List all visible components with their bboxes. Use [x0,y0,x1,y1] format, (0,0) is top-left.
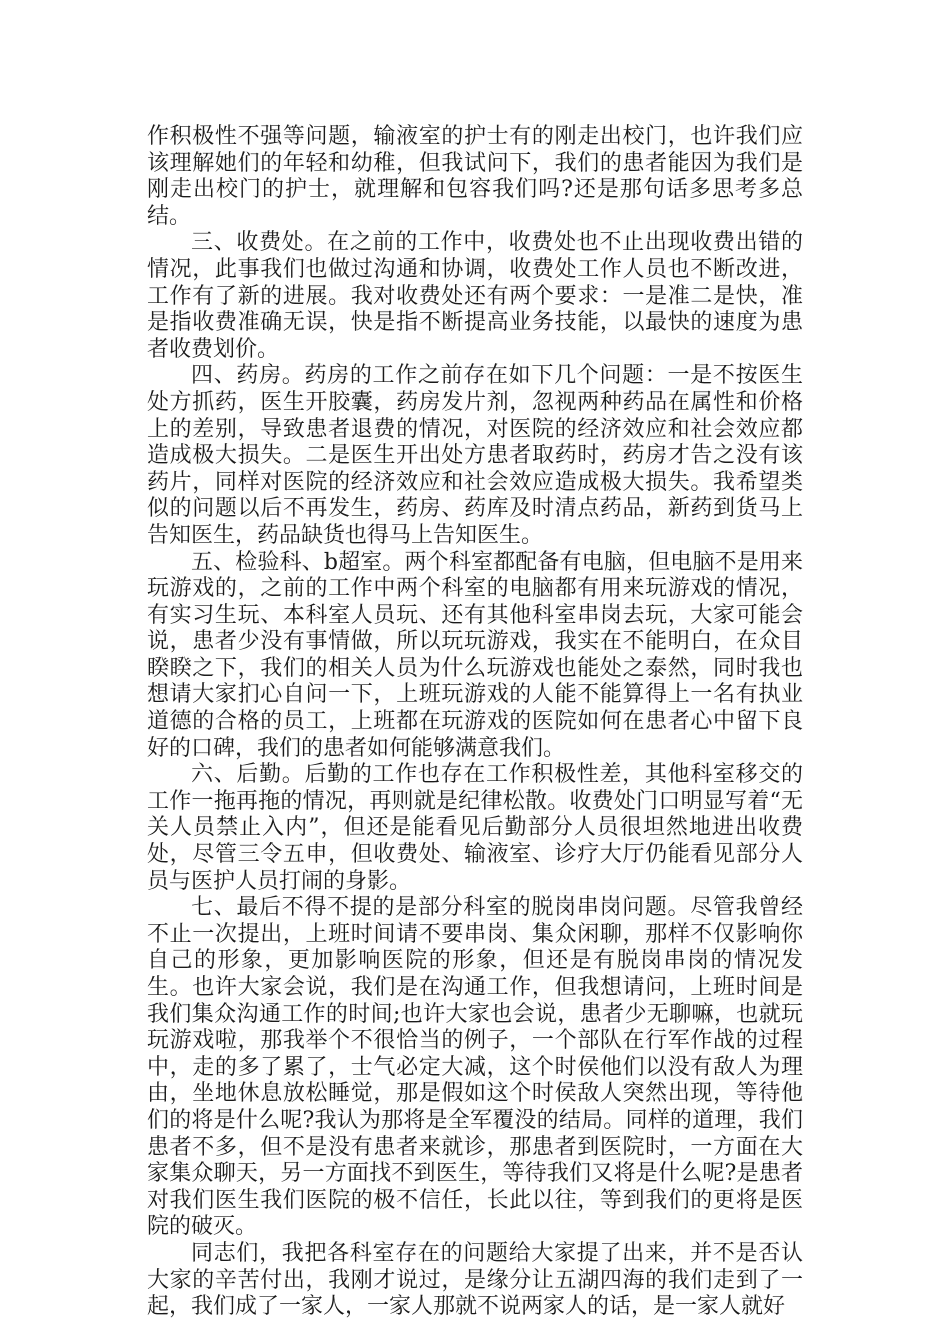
paragraph-infusion-room-continued: 作积极性不强等问题，输液室的护士有的刚走出校门，也许我们应该理解她们的年轻和幼稚，但我试问下，我们的患者能因为我们是刚走出校门的护士，就理解和包容我们吗?还是那句话多思考多总结。 [147,124,803,229]
paragraph-logistics: 六、后勤。后勤的工作也存在工作积极性差，其他科室移交的工作一拖再拖的情况，再则就是纪律松散。收费处门口明显写着“无关人员禁止入内”，但还是能看见后勤部分人员很坦然地进出收费处，尽管三令五申，但收费处、输液室、诊疗大厅仍能看见部分人员与医护人员打闹的身影。 [147,762,803,894]
document-body [147,124,803,1321]
paragraph-pharmacy: 四、药房。药房的工作之前存在如下几个问题：一是不按医生处方抓药，医生开胶囊，药房发片剂，忽视两种药品在属性和价格上的差别，导致患者退费的情况，对医院的经济效应和社会效应都造成极大损失。二是医生开出处方患者取药时，药房才告之没有该药片，同样对医院的经济效应和社会效应造成极大损失。我希望类似的问题以后不再发生，药房、药库及时清点药品，新药到货马上告知医生，药品缺货也得马上告知医生。 [147,363,803,548]
paragraph-absence-from-post: 七、最后不得不提的是部分科室的脱岗串岗问题。尽管我曾经不止一次提出，上班时间请不要串岗、集众闲聊，那样不仅影响你自己的形象，更加影响医院的形象，但还是有脱岗串岗的情况发生。也许大家会说，我们是在沟通工作，但我想请问，上班时间是我们集众沟通工作的时间;也许大家也会说，患者少无聊嘛，也就玩玩游戏啦，那我举个不很恰当的例子，一个部队在行军作战的过程中，走的多了累了，士气必定大减，这个时侯他们以没有敌人为理由，坐地休息放松睡觉，那是假如这个时侯敌人突然出现，等待他们的将是什么呢?我认为那将是全军覆没的结局。同样的道理，我们患者不多，但不是没有患者来就诊，那患者到医院时，一方面在大家集众聊天，另一方面找不到医生，等待我们又将是什么呢?是患者对我们医生我们医院的极不信任，长此以往，等到我们的更将是医院的破灭。 [147,895,803,1240]
paragraph-cashier: 三、收费处。在之前的工作中，收费处也不止出现收费出错的情况，此事我们也做过沟通和协调，收费处工作人员也不断改进，工作有了新的进展。我对收费处还有两个要求：一是准二是快，准是指收费准确无误，快是指不断提高业务技能，以最快的速度为患者收费划价。 [147,230,803,362]
paragraph-closing-remarks: 同志们，我把各科室存在的问题给大家提了出来，并不是否认大家的辛苦付出，我刚才说过，是缘分让五湖四海的我们走到了一起，我们成了一家人，一家人那就不说两家人的话，是一家人就好 [147,1240,803,1320]
paragraph-lab-ultrasound: 五、检验科、b超室。两个科室都配备有电脑，但电脑不是用来玩游戏的，之前的工作中两个科室的电脑都有用来玩游戏的情况，有实习生玩、本科室人员玩、还有其他科室串岗去玩，大家可能会说，患者少没有事情做，所以玩玩游戏，我实在不能明白，在众目睽睽之下，我们的相关人员为什么玩游戏也能处之泰然，同时我也想请大家扪心自问一下，上班玩游戏的人能不能算得上一名有执业道德的合格的员工，上班都在玩游戏的医院如何在患者心中留下良好的口碑，我们的患者如何能够满意我们。 [147,549,803,761]
